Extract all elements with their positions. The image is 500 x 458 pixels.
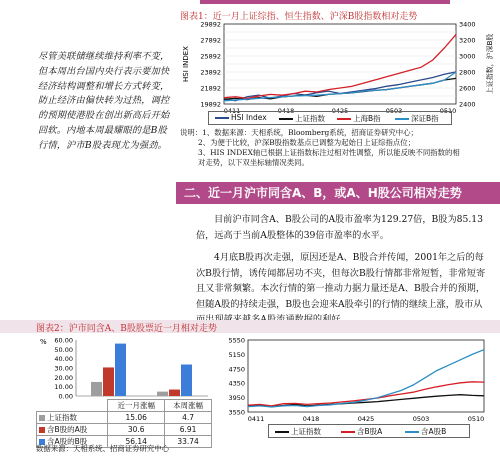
left-tick-label: 19892: [200, 100, 221, 109]
table-col-header: 近一月涨幅: [108, 400, 165, 412]
legend-sh-b: 上海B指: [337, 113, 381, 124]
right-tick-label: 3200: [459, 36, 476, 45]
bar-y-tick-label: 50.00: [54, 345, 73, 354]
line-y-tick-label: 3950: [228, 394, 245, 403]
right-tick-label: 3000: [459, 52, 476, 61]
line-x-tick-label: 0418: [302, 415, 320, 423]
section-header: [176, 182, 500, 204]
legend-b-with-a: 含A股B: [405, 426, 446, 437]
bar-y-tick-label: 60.00: [54, 336, 73, 345]
fig1-note-2: 2、为便于比较，沪深B股指数基点已调整为起始日上证综指点位；: [198, 138, 416, 147]
line-x-tick-label: 0425: [357, 415, 375, 423]
bar-含A股的B股-近一月涨幅: [115, 344, 126, 396]
fig2-data-table: [36, 399, 212, 448]
top-accent-bar: [200, 0, 450, 4]
fig1-note-1: 说明：1、数据来源：天相系统，Bloomberg系统，招商证券研究中心；: [180, 128, 418, 137]
fig1-note-4: 对走势，以下双坐标轴情况类同。: [198, 158, 309, 167]
fig2-plot-frame: [248, 340, 484, 412]
right-tick-label: 2400: [459, 100, 476, 109]
left-tick-label: 23892: [200, 68, 221, 77]
bar-y-tick-label: 0.00: [58, 392, 73, 401]
bar-y-unit: %: [40, 338, 47, 346]
bar-上证指数-近一月涨幅: [91, 382, 102, 396]
table-header-row: [37, 400, 212, 412]
x-tick-label: 0510: [439, 107, 457, 115]
bar-含B股的A股-近一月涨幅: [103, 367, 114, 396]
left-summary-paragraph: 尽管美联储继续维持利率不变，但本周出台国内央行表示要加快经济结构调整和增长方式转变，防止经济由偏快转为过热，调控的预期使港股在创出新高后开始回软。内地本周最耀眼的是B股行情，沪市B股表现尤为强劲。: [38, 51, 170, 151]
body-paragraph-1: 目前沪市同含A、B股公司的A股市盈率为129.27倍，B股为85.13倍，远高于当前A股整体的39倍市盈率的水平。: [196, 214, 483, 241]
bar-上证指数-本周涨幅: [157, 392, 168, 396]
legend-sh-index: 上证指数: [279, 113, 325, 124]
line-x-tick-label: 0510: [467, 415, 485, 423]
legend-sh-index-2: 上证指数: [275, 426, 321, 437]
left-tick-label: 27892: [200, 36, 221, 45]
x-tick-label: 0418: [277, 107, 295, 115]
fig1-note-3: 3、HIS INDEX轴已根据上证指数标注过相对性调整，所以能反映不同指数的相: [198, 148, 460, 157]
line-x-tick-label: 0503: [412, 415, 430, 423]
x-tick-label: 0503: [385, 107, 403, 115]
body-paragraph-2: 4月底B股再次走强，原因还是A、B股合并传闻，2001年之后的每次B股行情，诱传闻都居功不夹，但每次B股行情都非常短暂，非常短寄且又非常频繁。本次行情的第一推动力据力量还是A、B股合并的预期，但随A股的持续走强，B股也会迎来A股牵引的行情的继续上涨，股市从: [196, 252, 486, 310]
x-tick-label: 0425: [331, 107, 349, 115]
left-tick-label: 25892: [200, 52, 221, 61]
x-tick-label: 0411: [223, 107, 241, 115]
line-y-tick-label: 5550: [228, 336, 245, 345]
line-x-tick-label: 0411: [247, 415, 265, 423]
fig2-bar-chart: [36, 334, 212, 402]
fig1-title: 图表1：近一月上证综指、恒生指数、沪深B股指数相对走势: [180, 12, 418, 22]
right-tick-label: 2600: [459, 84, 476, 93]
fig2-title: 图表2：沪市同含A、B股股票近一月相对走势: [36, 324, 217, 334]
line-y-tick-label: 4350: [228, 379, 245, 388]
legend-hsi: HSI Index: [215, 113, 267, 122]
bar-含B股的A股-本周涨幅: [169, 390, 180, 396]
left-tick-label: 21892: [200, 84, 221, 93]
fig2-line-chart: [218, 336, 490, 424]
legend-sz-b: 深证B指: [395, 113, 439, 124]
section-title: 二、近一月沪市同含A、B，或A、H股公司相对走势: [184, 186, 462, 200]
table-col-header: 本周涨幅: [165, 400, 212, 412]
line-y-tick-label: 4750: [228, 365, 245, 374]
fig2-line-legend: [268, 424, 470, 438]
fig1-legend: [208, 111, 452, 125]
fig1-left-axis-label: HSI INDEX: [182, 46, 190, 82]
fig2-source: 数据来源：天相系统、招商证券研究中心: [36, 444, 170, 453]
table-row: 含A股的B股 56.14 33.74: [37, 436, 212, 448]
bar-y-tick-label: 10.00: [54, 383, 73, 392]
bar-y-tick-label: 40.00: [54, 355, 73, 364]
right-tick-label: 3400: [459, 20, 476, 29]
line-y-tick-label: 5150: [228, 350, 245, 359]
fig1-right-axis-label: 上证指数，沪深B股: [486, 33, 494, 95]
bar-y-tick-label: 30.00: [54, 364, 73, 373]
legend-a-with-b: 含B股A: [341, 426, 382, 437]
right-tick-label: 2800: [459, 68, 476, 77]
left-tick-label: 29892: [200, 20, 221, 29]
bar-含A股的B股-本周涨幅: [181, 365, 192, 396]
table-row: 上证指数 15.06 4.7: [37, 412, 212, 424]
bar-y-tick-label: 20.00: [54, 373, 73, 382]
table-row: 含B股的A股 30.6 6.91: [37, 424, 212, 436]
line-y-tick-label: 3550: [228, 408, 245, 417]
